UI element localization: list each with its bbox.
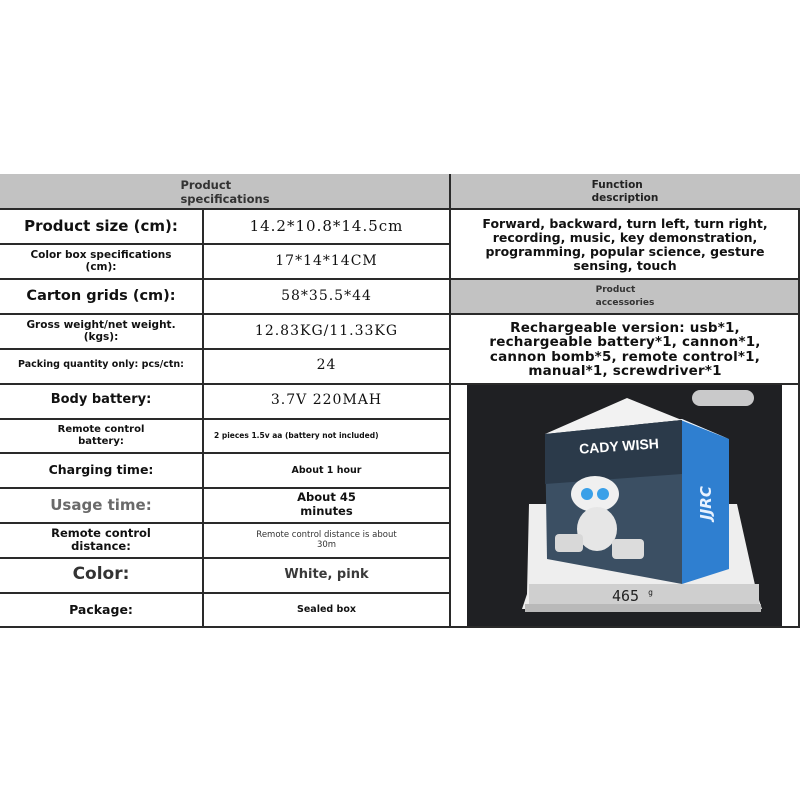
spec-label: Remote control battery: (57, 424, 145, 447)
scale-reading (612, 587, 653, 605)
spec-value-cell (204, 210, 449, 243)
product-photo (467, 384, 782, 627)
spec-value-cell (204, 524, 449, 557)
spec-value: 17*14*14CM (275, 252, 378, 269)
spec-label-cell (0, 559, 202, 592)
spec-value: Remote control distance is about 30m (256, 529, 397, 551)
accessories-header-label: Product accessories (595, 284, 655, 308)
spec-label: Color: (72, 564, 130, 585)
spec-label: Product size (cm): (24, 216, 178, 235)
spec-label: Usage time: (50, 495, 152, 514)
spec-value-cell (204, 419, 449, 452)
spec-label: Packing quantity only: pcs/ctn: (18, 359, 184, 371)
robot-head (571, 476, 619, 512)
version-badge (692, 390, 754, 406)
spec-value: 24 (316, 357, 337, 374)
spec-value: Sealed box (297, 604, 356, 616)
spec-label: Remote control distance: (51, 525, 151, 554)
brand-logo: JJRC (696, 486, 715, 520)
spec-value: 12.83KG/11.33KG (254, 322, 399, 339)
function-description (452, 210, 798, 279)
spec-value: White, pink (284, 567, 369, 583)
function-header-label: Function description (591, 178, 659, 204)
function-description-text: Forward, backward, turn left, turn right, recording, music, key demonstration, programming, popular science, gesture sensing, touch (482, 215, 768, 273)
spec-value-cell (204, 315, 449, 348)
specs-header (0, 174, 450, 209)
spec-label-cell (0, 349, 202, 382)
spec-label-cell (0, 210, 202, 243)
spec-label: Color box specifications (cm): (30, 249, 172, 274)
scale-reading-value: 465 (612, 587, 640, 605)
function-header (450, 174, 800, 209)
spec-sheet (0, 174, 800, 628)
spec-label-cell (0, 280, 202, 313)
spec-label-cell (0, 593, 202, 626)
specs-header-label: Product specifications (180, 177, 270, 206)
spec-label-cell (0, 384, 202, 417)
spec-value: 14.2*10.8*14.5cm (249, 217, 404, 236)
spec-value-cell (204, 454, 449, 487)
spec-label-cell (0, 245, 202, 278)
spec-value: 2 pieces 1.5v aa (battery not included) (214, 431, 379, 441)
spec-value: 3.7V 220MAH (270, 392, 383, 409)
box-title: CADY WISH (578, 435, 660, 457)
spec-value: 58*35.5*44 (281, 287, 372, 304)
spec-label-cell (0, 489, 202, 522)
spec-value-cell (204, 280, 449, 313)
spec-label: Gross weight/net weight. (kgs): (26, 318, 176, 343)
spec-label-cell (0, 419, 202, 452)
spec-value-cell (204, 593, 449, 626)
spec-label-cell (0, 454, 202, 487)
spec-value-cell (204, 384, 449, 417)
spec-value: About 45 minutes (297, 490, 356, 519)
spec-label: Package: (69, 601, 133, 617)
spec-label: Carton grids (cm): (26, 287, 176, 304)
spec-value-cell (204, 559, 449, 592)
spec-value: About 1 hour (291, 464, 362, 476)
spec-label: Charging time: (48, 462, 154, 478)
accessories-header (450, 279, 800, 314)
spec-label-cell (0, 524, 202, 557)
spec-value-cell (204, 349, 449, 382)
accessories-list (452, 315, 798, 384)
spec-value-cell (204, 489, 449, 522)
spec-value-cell (204, 245, 449, 278)
scale-reading-unit: g (648, 588, 653, 597)
spec-label-cell (0, 315, 202, 348)
spec-label: Body battery: (50, 392, 152, 408)
accessories-text: Rechargeable version: usb*1, rechargeable battery*1, cannon*1, cannon bomb*5, remote control*1, manual*1, screwdriver*1 (489, 319, 761, 379)
